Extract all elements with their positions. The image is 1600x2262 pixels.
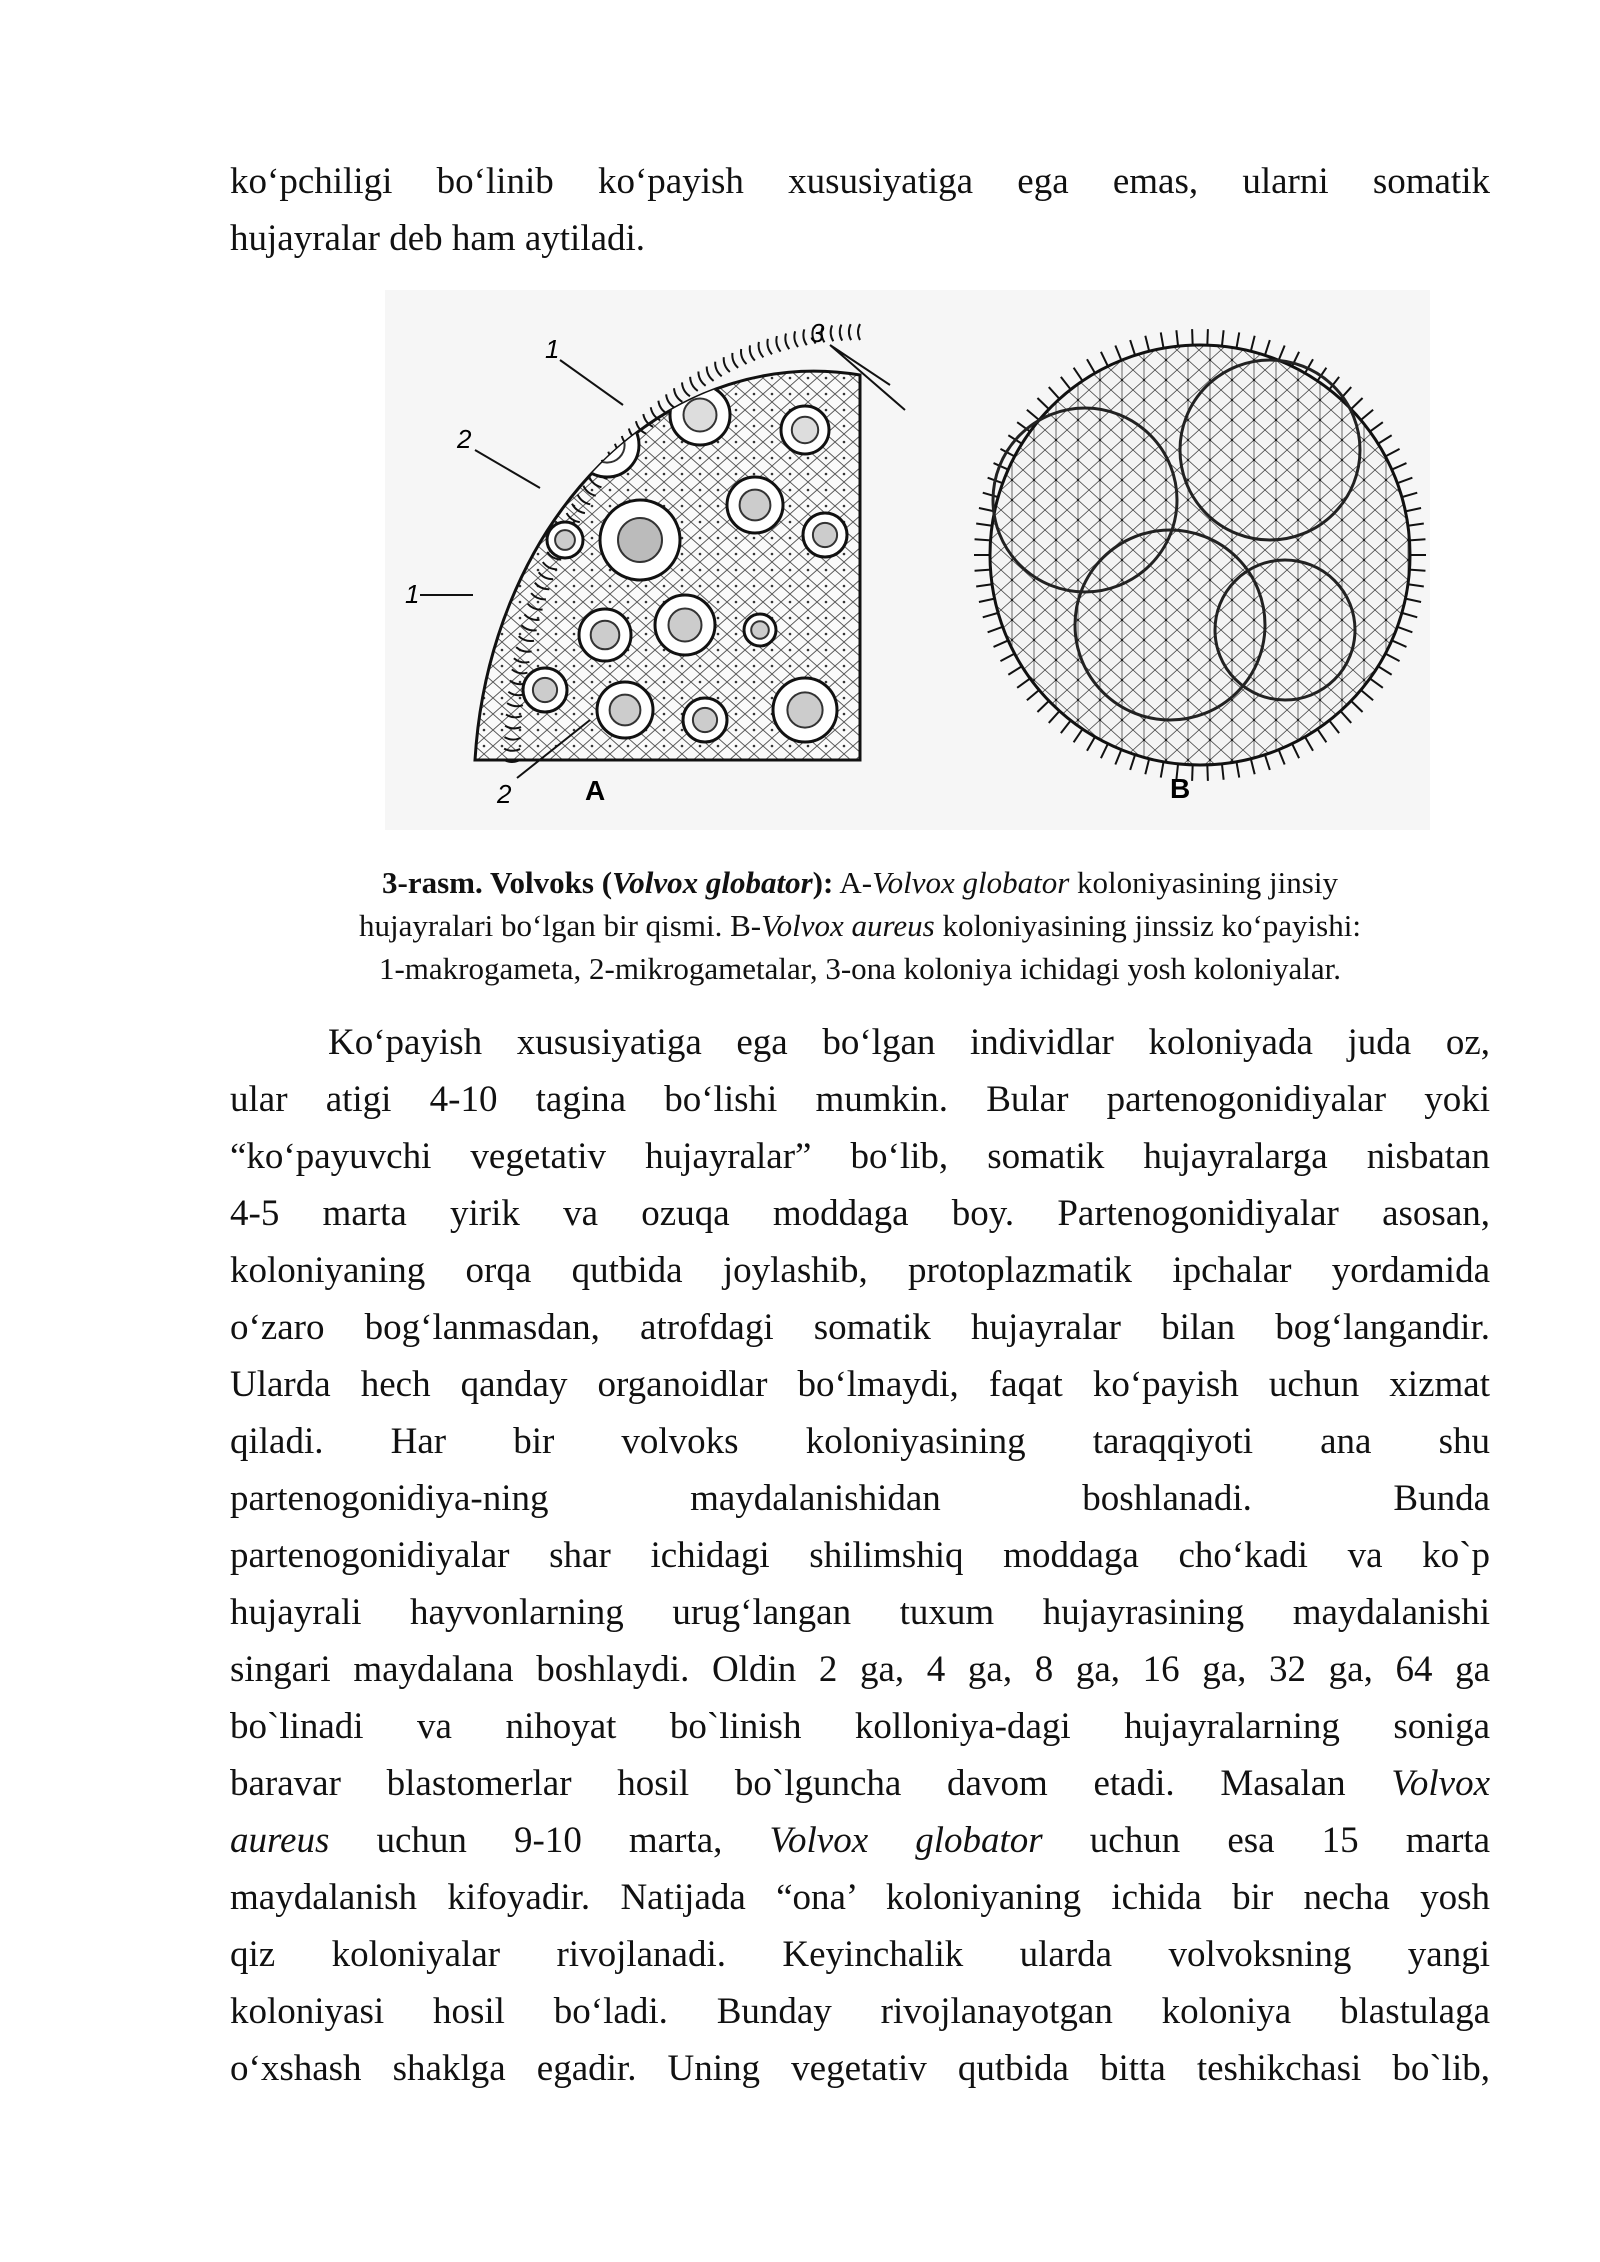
paragraph-continuation bbox=[230, 153, 1490, 267]
text-line: partenogonidiya-ning maydalanishidan boshlanadi. Bunda bbox=[230, 1478, 1490, 1519]
text-line: hujayrali hayvonlarning urug‘langan tuxum hujayrasining maydalanishi bbox=[230, 1592, 1490, 1633]
text-line: “ko‘payuvchi vegetativ hujayralar” bo‘lib, somatik hujayralarga nisbatan bbox=[230, 1136, 1490, 1177]
caption-line-2 bbox=[230, 904, 1490, 947]
caption-line2-start: hujayralari bo‘lgan bir qismi. B- bbox=[359, 908, 762, 943]
species-globator: Volvox globator bbox=[769, 1820, 1043, 1861]
panel-b-label: B bbox=[1170, 773, 1191, 804]
volvox-illustration bbox=[385, 290, 1430, 830]
text-line: qiz koloniyalar rivojlanadi. Keyinchalik ularda volvoksning yangi bbox=[230, 1934, 1490, 1975]
caption-title: Volvoks bbox=[489, 865, 594, 900]
caption-a-species: Volvox globator bbox=[872, 865, 1070, 900]
callout-a-2: 2 bbox=[457, 424, 472, 454]
callout-a-1: 1 bbox=[545, 334, 560, 364]
caption-fig-number: 3-rasm. bbox=[382, 865, 483, 900]
main-paragraph bbox=[230, 1014, 1490, 2097]
text-line: koloniyaning orqa qutbida joylashib, protoplazmatik ipchalar yordamida bbox=[230, 1250, 1490, 1291]
callout-b-3: 3 bbox=[810, 318, 825, 348]
text-line: ko‘pchiligi bo‘linib ko‘payish xususiyatiga ega emas, ularni somatik bbox=[230, 161, 1490, 202]
caption-b-text: koloniyasining jinssiz ko‘payishi: bbox=[942, 908, 1361, 943]
text-line: ular atigi 4-10 tagina bo‘lishi mumkin. Bular partenogonidiyalar yoki bbox=[230, 1079, 1490, 1120]
text-line bbox=[230, 1755, 1490, 1812]
masalan-start: baravar blastomerlar hosil bo`lguncha davom etadi. Masalan bbox=[230, 1763, 1346, 1804]
text-line: Ularda hech qanday organoidlar bo‘lmaydi, faqat ko‘payish uchun xizmat bbox=[230, 1364, 1490, 1405]
caption-species-main: Volvox globator bbox=[612, 865, 813, 900]
species-mid: uchun 9-10 marta, bbox=[376, 1820, 723, 1861]
text-line: Ko‘payish xususiyatiga ega bo‘lgan individlar koloniyada juda oz, bbox=[328, 1022, 1490, 1063]
caption-a-prefix: A- bbox=[839, 865, 873, 900]
caption-a-text: koloniyasining jinsiy bbox=[1077, 865, 1338, 900]
text-line: qiladi. Har bir volvoks koloniyasining taraqqiyoti ana shu bbox=[230, 1421, 1490, 1462]
callout-a-1b: 1 bbox=[405, 579, 420, 609]
text-line: 4-5 marta yirik va ozuqa moddaga boy. Partenogonidiyalar asosan, bbox=[230, 1193, 1490, 1234]
text-line: koloniyasi hosil bo‘ladi. Bunday rivojlanayotgan koloniya blastulaga bbox=[230, 1991, 1490, 2032]
text-line: partenogonidiyalar shar ichidagi shilimshiq moddaga cho‘kadi va ko`p bbox=[230, 1535, 1490, 1576]
caption-line-3: 1-makrogameta, 2-mikrogametalar, 3-ona koloniya ichidagi yosh koloniyalar. bbox=[378, 951, 1342, 986]
caption-b-species: Volvox aureus bbox=[761, 908, 935, 943]
text-line: o‘zaro bog‘lanmasdan, atrofdagi somatik hujayralar bilan bog‘langandir. bbox=[230, 1307, 1490, 1348]
text-line: hujayralar deb ham aytiladi. bbox=[230, 218, 646, 259]
caption-line-1: 3-rasm. Volvoks (Volvox globator): A-Volvox globator koloniyasining jinsiy bbox=[382, 865, 1338, 900]
text-line: o‘xshash shaklga egadir. Uning vegetativ qutbida bitta teshikchasi bo`lib, bbox=[230, 2048, 1490, 2089]
species-end: uchun esa 15 marta bbox=[1089, 1820, 1490, 1861]
text-line: maydalanish kifoyadir. Natijada “ona’ koloniyaning ichida bir necha yosh bbox=[230, 1877, 1490, 1918]
text-line bbox=[230, 1812, 1490, 1869]
callout-a-2b: 2 bbox=[497, 779, 512, 809]
figure-caption bbox=[230, 861, 1490, 990]
text-line: bo`linadi va nihoyat bo`linish kolloniya-dagi hujayralarning soniga bbox=[230, 1706, 1490, 1747]
volvox-figure bbox=[385, 290, 1430, 830]
panel-a-label: A bbox=[585, 775, 606, 806]
text-line: singari maydalana boshlaydi. Oldin 2 ga, 4 ga, 8 ga, 16 ga, 32 ga, 64 ga bbox=[230, 1649, 1490, 1690]
species-volvox: Volvox bbox=[1391, 1763, 1490, 1804]
species-aureus: aureus bbox=[230, 1820, 330, 1861]
